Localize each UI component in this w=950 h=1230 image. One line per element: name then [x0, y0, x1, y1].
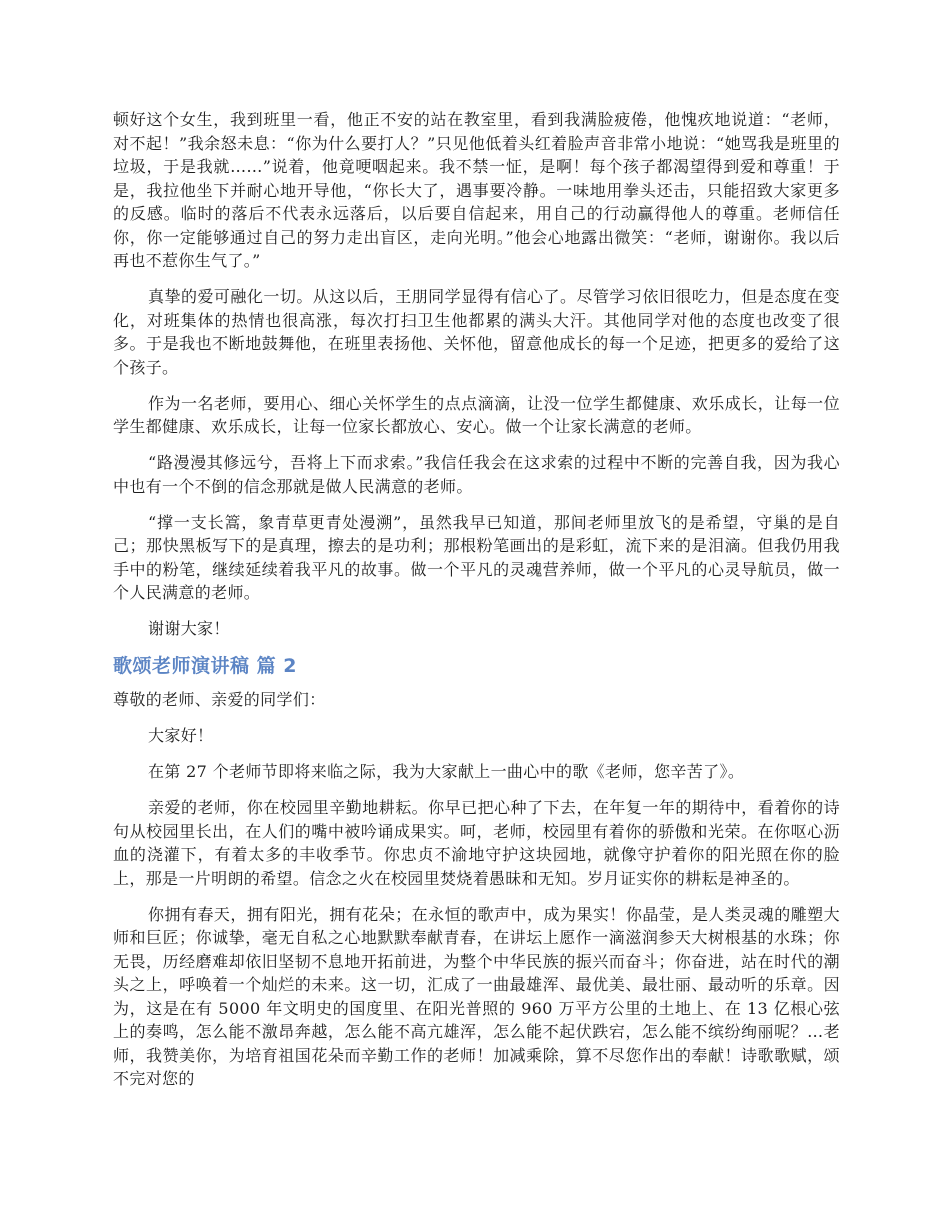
paragraph: “路漫漫其修远兮，吾将上下而求索。”我信任我会在这求索的过程中不断的完善自我，因为我心中也有一个不倒的信念那就是做人民满意的老师。 [113, 453, 840, 496]
paragraph: 你拥有春天，拥有阳光，拥有花朵；在永恒的歌声中，成为果实！你晶莹，是人类灵魂的雕塑大师和巨匠；你诚挚，毫无自私之心地默默奉献青春，在讲坛上愿作一滴滋润参天大树根基的水珠；你无畏，历经磨难却依旧坚韧不息地开拓前进，为整个中华民族的振兴而奋斗；你奋进，站在时代的潮头之上，呼唤着一个灿烂的未来。这一切，汇成了一曲最雄浑、最优美、最壮丽、最动听的乐章。因为，这是在有 5000 年文明史的国度里、在阳光普照的 960 万平方公里的土地上、在 13 亿根心弦上的奏鸣，怎么能不激昂奔越，怎么能不高亢雄浑，怎么能不起伏跌宕，怎么能不缤纷绚丽呢？…老师，我赞美你，为培育祖国花朵而辛勤工作的老师！加减乘除，算不尽您作出的奉献！诗歌歌赋，颂不完对您的 [113, 904, 840, 1088]
section-heading: 歌颂老师演讲稿 篇 2 [113, 655, 297, 677]
paragraph: “撑一支长篙，象青草更青处漫溯”，虽然我早已知道，那间老师里放飞的是希望，守巢的是自己；那快黑板写下的是真理，擦去的是功利；那根粉笔画出的是彩虹，流下来的是泪滴。但我仍用我手中的粉笔，继续延续着我平凡的故事。做一个平凡的灵魂营养师，做一个平凡的心灵导航员，做一个人民满意的老师。 [113, 512, 840, 602]
salutation: 尊敬的老师、亲爱的同学们： [113, 690, 326, 709]
paragraph: 作为一名老师，要用心、细心关怀学生的点点滴滴，让没一位学生都健康、欢乐成长，让每一位学生都健康、欢乐成长，让每一位家长都放心、安心。做一个让家长满意的老师。 [113, 393, 840, 436]
paragraph: 顿好这个女生，我到班里一看，他正不安的站在教室里，看到我满脸疲倦，他愧疚地说道：“老师，对不起！”我余怒未息：“你为什么要打人？”只见他低着头红着脸声音非常小地说：“她骂我是班里的垃圾，于是我就……”说着，他竟哽咽起来。我不禁一怔，是啊！每个孩子都渴望得到爱和尊重！于是，我拉他坐下并耐心地开导他，“你长大了，遇事要冷静。一味地用拳头还击，只能招致大家更多的反感。临时的落后不代表永远落后，以后要自信起来，用自己的行动赢得他人的尊重。老师信任你，你一定能够通过自己的努力走出盲区，走向光明。”他会心地露出微笑：“老师，谢谢你。我以后再也不惹你生气了。” [113, 110, 840, 270]
document-page [113, 108, 840, 1103]
paragraph: 真挚的爱可融化一切。从这以后，王朋同学显得有信心了。尽管学习依旧很吃力，但是态度在变化，对班集体的热情也很高涨，每次打扫卫生他都累的满头大汗。其他同学对他的态度也改变了很多。于是我也不断地鼓舞他，在班里表扬他、关怀他，留意他成长的每一个足迹，把更多的爱给了这个孩子。 [113, 287, 840, 377]
greeting: 大家好！ [148, 726, 214, 745]
paragraph: 在第 27 个老师节即将来临之际，我为大家献上一曲心中的歌《老师，您辛苦了》。 [148, 762, 745, 781]
paragraph: 亲爱的老师，你在校园里辛勤地耕耘。你早已把心种了下去，在年复一年的期待中，看着你的诗句从校园里长出，在人们的嘴中被吟诵成果实。呵，老师，校园里有着你的骄傲和光荣。在你呕心沥血的浇灌下，有着太多的丰收季节。你忠贞不渝地守护这块园地，就像守护着你的阳光照在你的脸上，那是一片明朗的希望。信念之火在校园里焚烧着愚昧和无知。岁月证实你的耕耘是神圣的。 [113, 798, 840, 888]
closing-thanks: 谢谢大家！ [148, 619, 230, 638]
